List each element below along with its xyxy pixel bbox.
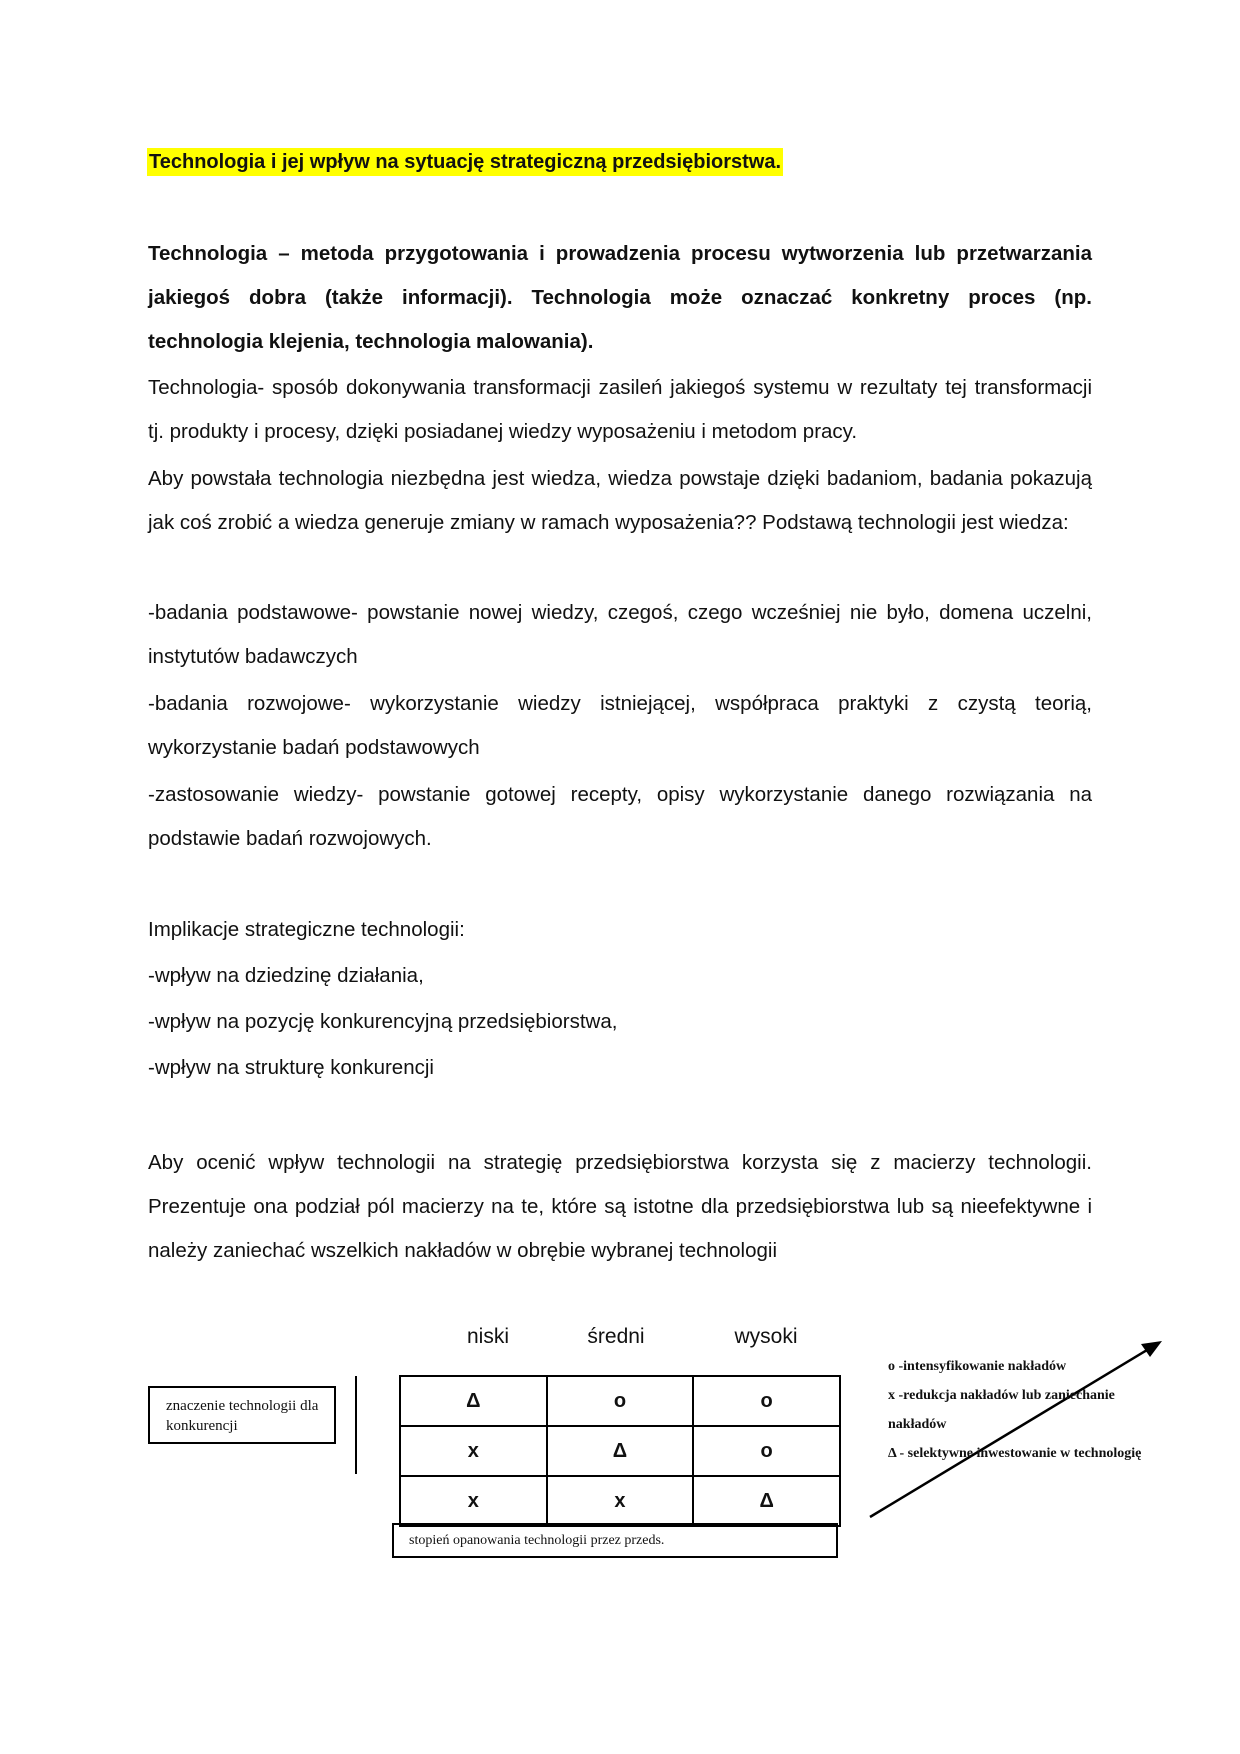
aby-paragraph: Aby powstała technologia niezbędna jest wiedza, wiedza powstaje dzięki badaniom, badania pokazują jak coś zrobić a wiedza generuje zmiany w ramach wyposażenia?? Podstawą technologii jest wiedza:	[148, 467, 1092, 534]
legend-item: x -redukcja nakładów lub zaniechanie nakładów	[888, 1388, 1115, 1432]
implikacje-heading: Implikacje strategiczne technologii:	[148, 918, 465, 941]
matrix-cell: Δ	[693, 1476, 840, 1526]
matrix-cell: o	[547, 1376, 694, 1426]
macierz-paragraph: Aby ocenić wpływ technologii na strategię przedsiębiorstwa korzysta się z macierzy technologii. Prezentuje ona podział pól macierzy na te, które są istotne dla przedsiębiorstwa lub są nieefektywne i należy zaniechać wszelkich nakładów w obrębie wybranej technologii	[148, 1151, 1092, 1262]
page-title: Technologia i jej wpływ na sytuację strategiczną przedsiębiorstwa.	[147, 148, 783, 176]
matrix-legend	[888, 1352, 1148, 1468]
badania-podstawowe-paragraph: -badania podstawowe- powstanie nowej wiedzy, czegoś, czego wcześniej nie było, domena uczelni, instytutów badawczych	[148, 601, 1092, 668]
matrix-cell: Δ	[547, 1426, 694, 1476]
column-header-wysoki: wysoki	[734, 1325, 798, 1348]
matrix-cell: o	[693, 1376, 840, 1426]
legend-item: Δ - selektywne inwestowanie w technologię	[888, 1446, 1142, 1461]
matrix-cell: Δ	[400, 1376, 547, 1426]
matrix-cell: x	[547, 1476, 694, 1526]
technologia-paragraph: Technologia- sposób dokonywania transformacji zasileń jakiegoś systemu w rezultaty tej transformacji tj. produkty i procesy, dzięki posiadanej wiedzy wyposażeniu i metodom pracy.	[148, 376, 1092, 443]
badania-rozwojowe-paragraph: -badania rozwojowe- wykorzystanie wiedzy istniejącej, współpraca praktyki z czystą teorią, wykorzystanie badań podstawowych	[148, 692, 1092, 759]
matrix-row	[400, 1476, 840, 1526]
zastosowanie-paragraph: -zastosowanie wiedzy- powstanie gotowej recepty, opisy wykorzystanie danego rozwiązania na podstawie badań rozwojowych.	[148, 783, 1092, 850]
matrix-cell: x	[400, 1476, 547, 1526]
column-header-niski: niski	[466, 1325, 509, 1348]
legend-item: o -intensyfikowanie nakładów	[888, 1359, 1067, 1374]
implikacje-item: -wpływ na pozycję konkurencyjną przedsiębiorstwa,	[148, 1010, 618, 1033]
left-axis-label-box: znaczenie technologii dla konkurencji	[148, 1386, 336, 1444]
implikacje-item: -wpływ na strukturę konkurencji	[148, 1056, 434, 1079]
matrix-cell: x	[400, 1426, 547, 1476]
matrix-cell: o	[693, 1426, 840, 1476]
matrix-row	[400, 1426, 840, 1476]
technology-matrix	[399, 1375, 841, 1527]
axis-divider-line	[355, 1376, 357, 1474]
column-header-sredni: średni	[587, 1325, 645, 1348]
matrix-row	[400, 1376, 840, 1426]
definition-paragraph: Technologia – metoda przygotowania i prowadzenia procesu wytworzenia lub przetwarzania jakiegoś dobra (także informacji). Technologia może oznaczać konkretny proces (np. technologia klejenia, technologia malowania).	[148, 242, 1092, 353]
bottom-axis-label-box: stopień opanowania technologii przez przeds.	[392, 1523, 838, 1558]
implikacje-item: -wpływ na dziedzinę działania,	[148, 964, 424, 987]
